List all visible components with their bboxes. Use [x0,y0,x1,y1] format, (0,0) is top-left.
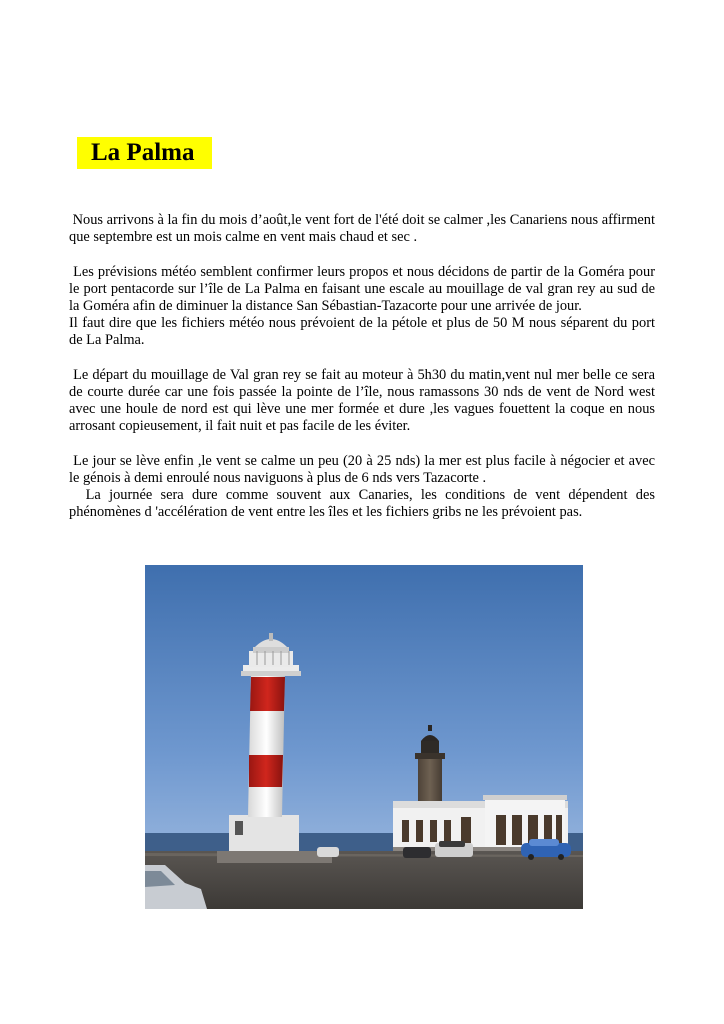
paragraph: Nous arrivons à la fin du mois d’août,le vent fort de l'été doit se calmer ,les Canariens nous affirment que septembre est un mois calme en vent mais chaud et sec . [69,212,655,246]
paragraph: Il faut dire que les fichiers météo nous prévoient de la pétole et plus de 50 M nous séparent du port de La Palma. [69,315,655,349]
paragraph: Le jour se lève enfin ,le vent se calme un peu (20 à 25 nds) la mer est plus facile à négocier et avec le génois à demi enroulé nous naviguons à plus de 6 nds vers Tazacorte . [69,452,655,486]
lighthouse-photo [145,565,583,909]
paragraph: Les prévisions météo semblent confirmer leurs propos et nous décidons de partir de la Goméra pour le port pentacorde sur l’île de La Palma en faisant une escale au mouillage de val gran rey au sud de la Goméra afin de diminuer la distance San Sébastian-Tazacorte pour une arrivée de jour. [69,263,655,314]
paragraph: Le départ du mouillage de Val gran rey se fait au moteur à 5h30 du matin,vent nul mer belle ce sera de courte durée car une fois passée la pointe de l’île, nous ramassons 30 nds de vent de Nord west avec une houle de nord est qui lève une mer formée et dure ,les vagues fouettent la coque en nous arrosant copieusement, il fait nuit et pas facile de les éviter. [69,366,655,435]
document-body [69,212,655,522]
document-title: La Palma [77,137,212,169]
paragraph: La journée sera dure comme souvent aux Canaries, les conditions de vent dépendent des phénomènes d 'accélération de vent entre les îles et les fichiers gribs ne les prévoient pas. [69,487,655,521]
